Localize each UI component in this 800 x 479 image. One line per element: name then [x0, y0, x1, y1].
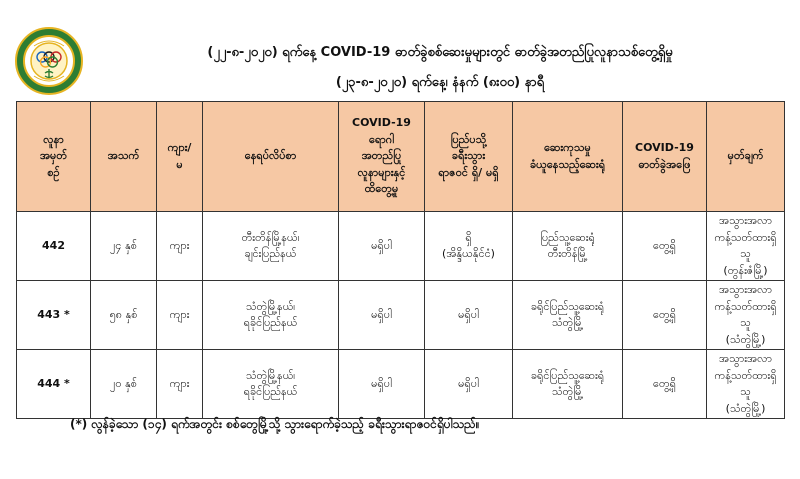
contact-cell [339, 350, 425, 419]
table-row [17, 350, 785, 419]
hospital-cell [513, 212, 623, 281]
cell-text-line: မရှိပါ [458, 376, 479, 390]
cell-text-line: မရှိပါ [371, 376, 392, 390]
cell-text-line: ကန့်သတ်ထားရှိသူ [714, 368, 777, 398]
age-cell: ၂၀ နှစ် [91, 350, 157, 419]
result-cell: တွေ့ရှိ [623, 212, 707, 281]
cell-text-line: (သံတွဲမြို့) [725, 401, 766, 415]
header-label-line: မ [176, 157, 183, 171]
cell-text-line: ခရိုင်ပြည်သူ့ဆေးရုံ [530, 368, 605, 382]
header-label-line: COVID-19 [635, 141, 694, 154]
remark-cell [707, 212, 785, 281]
hospital-cell [513, 350, 623, 419]
table-row [17, 281, 785, 350]
header-label-line: ကျား/ [167, 141, 192, 154]
case-number-cell: 442 [17, 212, 91, 281]
travel-cell [425, 212, 513, 281]
header-test-result [623, 102, 707, 212]
result-cell: တွေ့ရှိ [623, 281, 707, 350]
header-remarks [707, 102, 785, 212]
header-label-line: အမှတ် [39, 149, 68, 163]
header-sex [157, 102, 203, 212]
header-label-line: ပြည်ပသို့ [450, 132, 487, 146]
cell-text-line: မရှိပါ [371, 238, 392, 252]
header-hospital [513, 102, 623, 212]
cell-text-line: (တွန်းဇံမြို့) [723, 263, 768, 277]
header-contact [339, 102, 425, 212]
sex-cell: ကျား [157, 212, 203, 281]
header-label-line: လူနာ [43, 132, 64, 146]
table-header-row [17, 102, 785, 212]
address-cell [203, 350, 339, 419]
cell-text-line: သံတွဲမြို့နယ်၊ [245, 299, 296, 313]
cell-text-line: (အိန္ဒိယနိုင်ငံ) [442, 247, 495, 260]
header-label-line: နေရပ်လိပ်စာ [244, 149, 297, 163]
report-date-time: (၂၃-၈-၂၀၂၀) ရက်နေ့၊ နံနက် (၈း၀၀) နာရီ [335, 75, 545, 90]
footnote: (*) လွန်ခဲ့သော (၁၄) ရက်အတွင်း စစ်တွေမြို့သို့ သွားရောက်ခဲ့သည့် ခရီးသွားရာဇဝင်ရှိပါသည်။ [70, 417, 480, 431]
cell-text-line: ကန့်သတ်ထားရှိသူ [714, 299, 777, 329]
header-address [203, 102, 339, 212]
cell-text-line: ချင်းပြည်နယ် [244, 247, 297, 260]
cases-table [16, 101, 785, 419]
contact-cell [339, 281, 425, 350]
address-cell [203, 212, 339, 281]
cell-text-line: ရခိုင်ပြည်နယ် [243, 316, 298, 329]
cell-text-line: တီးတိန်မြို့နယ်၊ [241, 230, 300, 244]
address-cell [203, 281, 339, 350]
age-cell: ၂၄ နှစ် [91, 212, 157, 281]
cell-text-line: ပြည်သူ့ဆေးရုံ [540, 230, 595, 244]
cell-text-line: မရှိပါ [371, 307, 392, 321]
result-cell: တွေ့ရှိ [623, 350, 707, 419]
case-number-cell: 444 * [17, 350, 91, 419]
ministry-emblem-icon [14, 26, 84, 96]
cell-text-line: မရှိပါ [458, 307, 479, 321]
header-label-line: ခံယူနေသည့်ဆေးရုံ [529, 157, 606, 171]
header-label-line: လူနာများနှင့် [357, 165, 406, 179]
remark-cell [707, 281, 785, 350]
cell-text-line: တီးတိန်မြို့ [547, 247, 588, 260]
cell-text-line: သံတွဲမြို့ [551, 385, 584, 398]
sex-cell: ကျား [157, 281, 203, 350]
cell-text-line: ရှိ [465, 230, 472, 244]
hospital-cell [513, 281, 623, 350]
travel-cell [425, 350, 513, 419]
cell-text-line: အသွားအလာ [719, 214, 772, 227]
case-number-cell: 443 * [17, 281, 91, 350]
header-label-line: ထိတွေ့မှု [364, 182, 399, 196]
header-label-line: ဆေးကုသမှု [544, 141, 591, 154]
cell-text-line: အသွားအလာ [719, 283, 772, 296]
report-title: (၂၂-၈-၂၀၂၀) ရက်နေ့ COVID-19 ဓာတ်ခွဲစစ်ဆေးမှုများတွင် ဓာတ်ခွဲအတည်ပြုလူနာသစ်တွေ့ရှိမှု [207, 45, 673, 60]
age-cell: ၅၈ နှစ် [91, 281, 157, 350]
header-label-line: ခရီးသွား [451, 149, 486, 163]
cell-text-line: ကန့်သတ်ထားရှိသူ [714, 230, 777, 260]
cell-text-line: ခရိုင်ပြည်သူ့ဆေးရုံ [530, 299, 605, 313]
cell-text-line: ရခိုင်ပြည်နယ် [243, 385, 298, 398]
header-label-line: စဉ် [47, 165, 60, 179]
cell-text-line: (သံတွဲမြို့) [725, 332, 766, 346]
header-label-line: မှတ်ချက် [727, 149, 764, 163]
cell-text-line: သံတွဲမြို့နယ်၊ [245, 368, 296, 382]
header-travel-history [425, 102, 513, 212]
table-row [17, 212, 785, 281]
remark-cell [707, 350, 785, 419]
header-case-number [17, 102, 91, 212]
header-label-line: အတည်ပြု [361, 149, 402, 163]
contact-cell [339, 212, 425, 281]
header-label-line: အသက် [107, 149, 140, 163]
cell-text-line: အသွားအလာ [719, 352, 772, 365]
header-label-line: ရောဂါ [369, 132, 394, 146]
sex-cell: ကျား [157, 350, 203, 419]
header-label-line: ရာဇဝင် ရှိ/ မရှိ [438, 165, 499, 179]
header-label-line: ဓာတ်ခွဲအဖြေ [638, 157, 691, 171]
cell-text-line: သံတွဲမြို့ [551, 316, 584, 329]
header-age [91, 102, 157, 212]
travel-cell [425, 281, 513, 350]
header-label-line: COVID-19 [352, 116, 411, 130]
